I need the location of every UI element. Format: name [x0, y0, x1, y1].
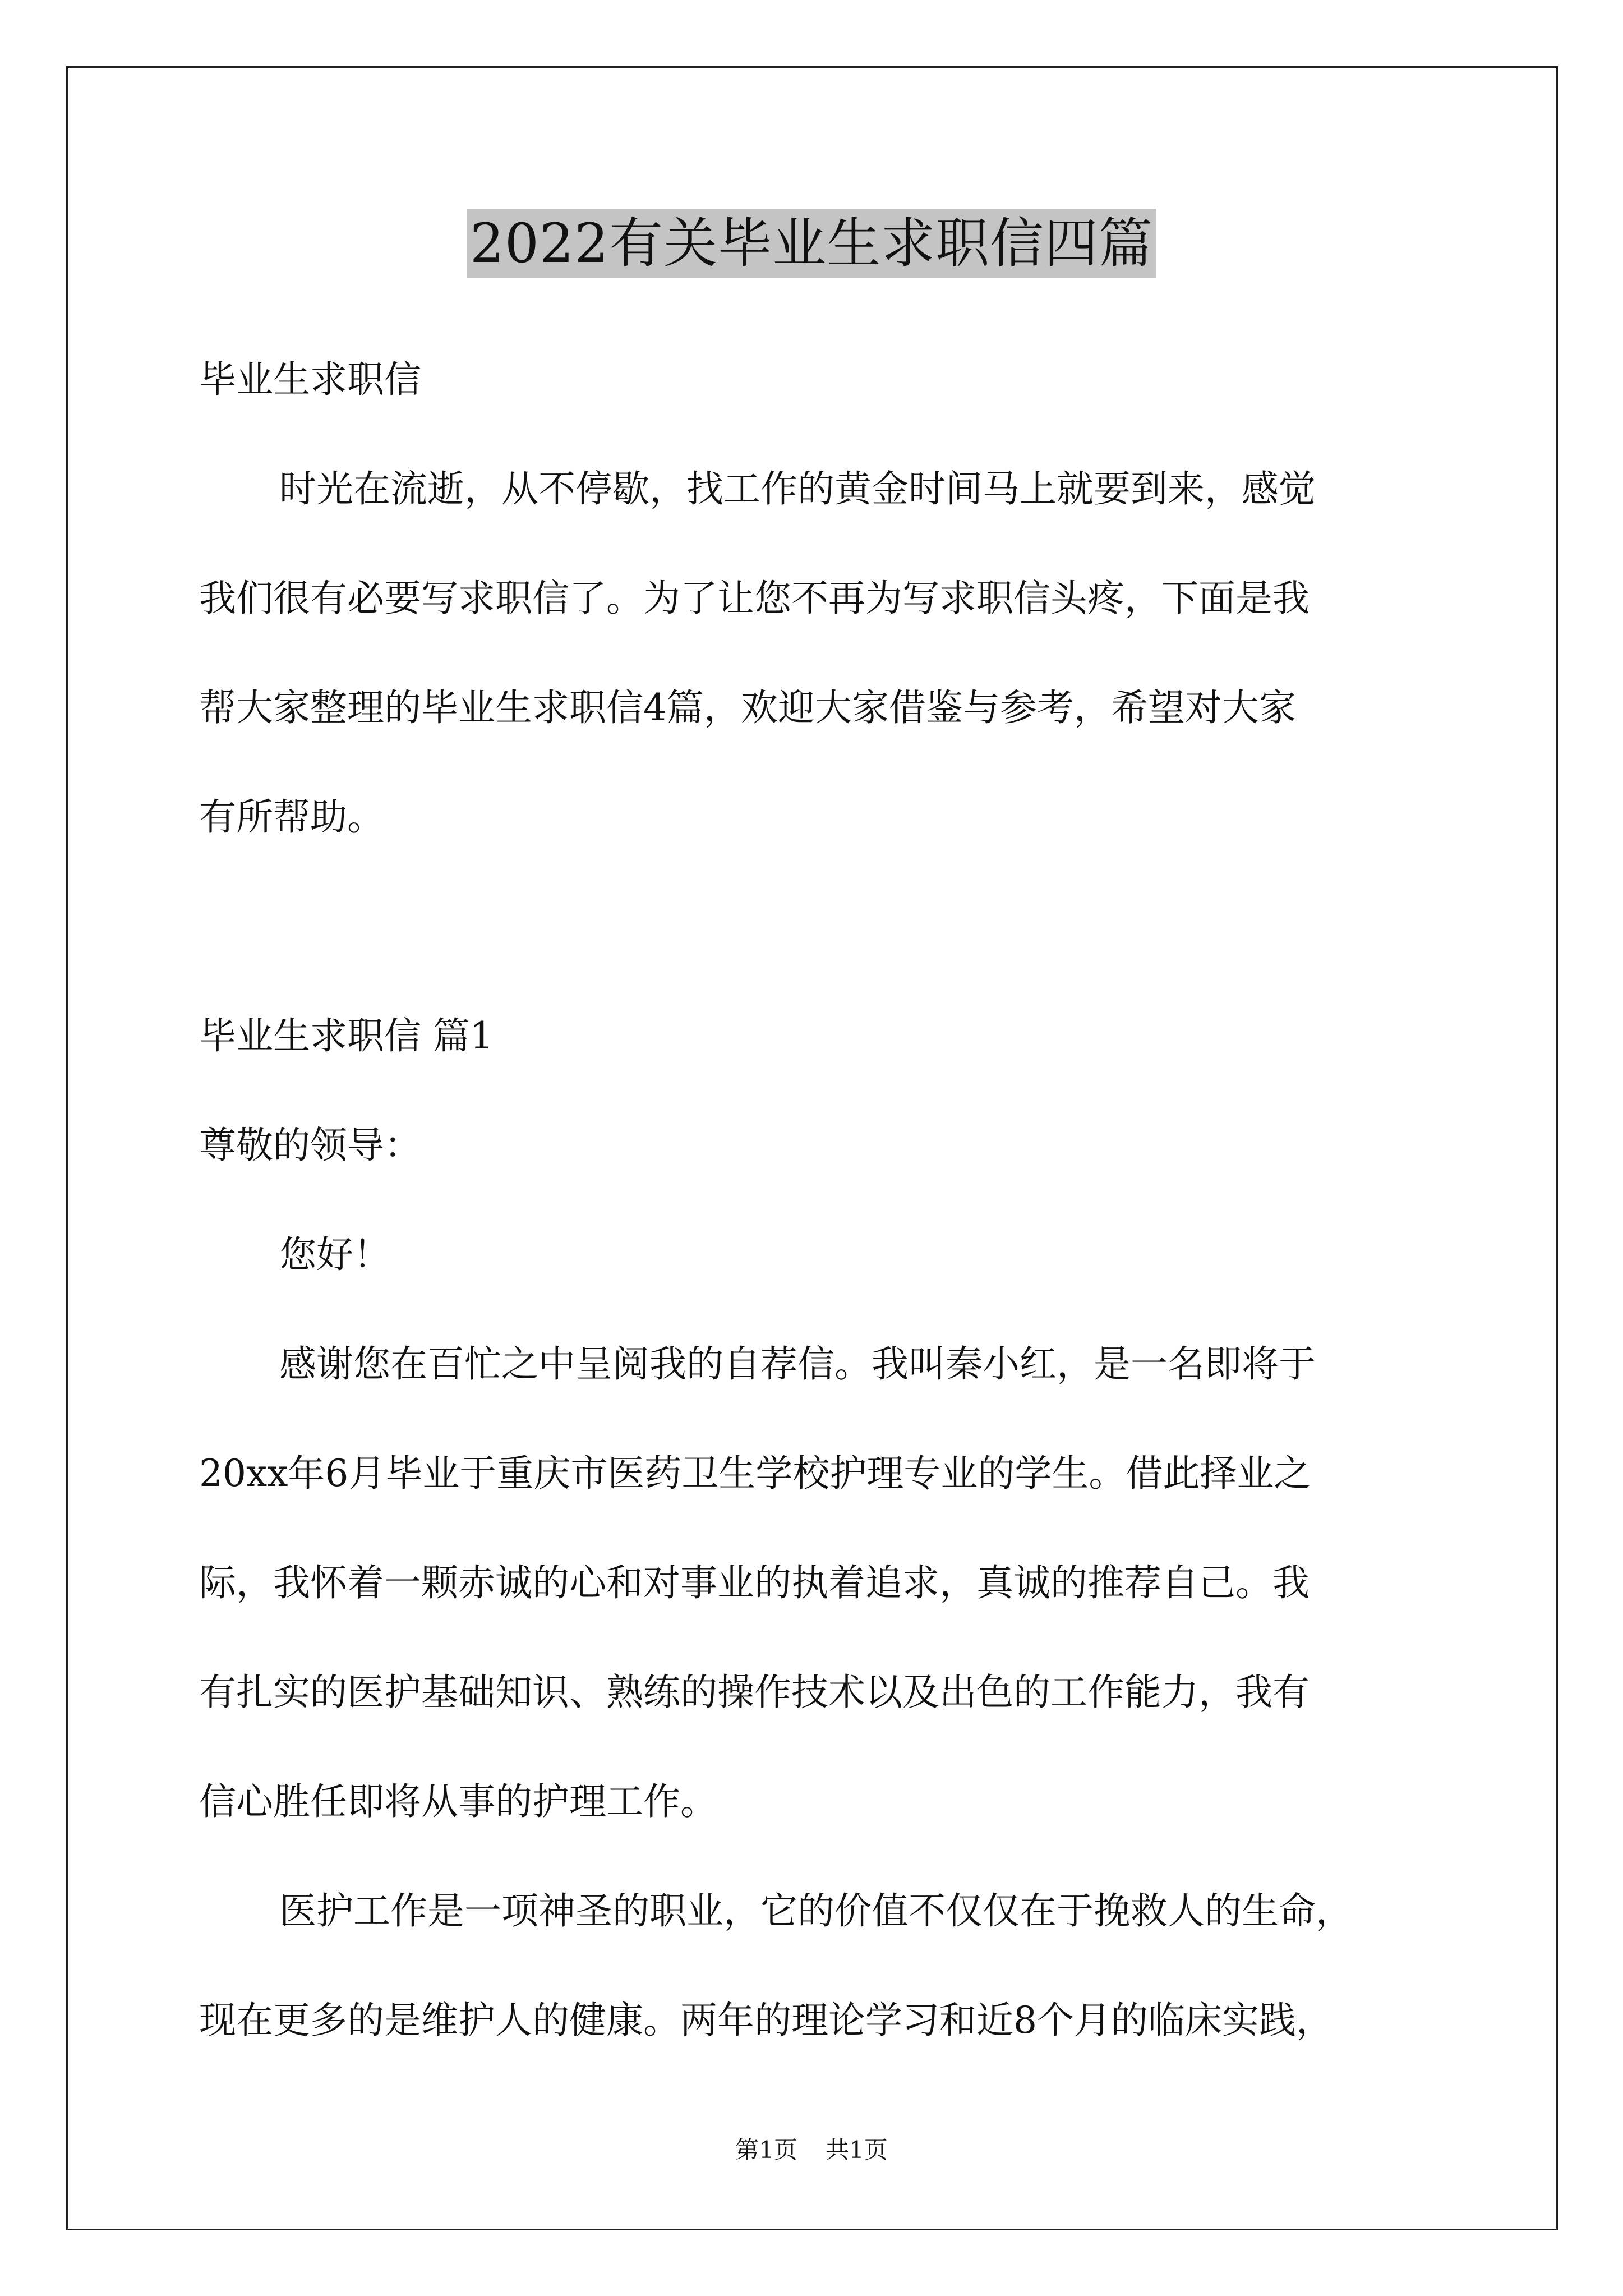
body-line: 20xx年6月毕业于重庆市医药卫生学校护理专业的学生。借此择业之 [199, 1452, 1311, 1495]
page-number: 第1页 [735, 2136, 797, 2164]
title-container [0, 209, 1623, 278]
body-line: 有所帮助。 [199, 795, 384, 839]
letter-heading: 毕业生求职信 篇1 [199, 1014, 494, 1057]
greeting: 您好！ [279, 1233, 390, 1276]
body-line: 时光在流逝，从不停歇，找工作的黄金时间马上就要到来，感觉 [279, 467, 1316, 510]
document-title: 2022有关毕业生求职信四篇 [467, 209, 1156, 278]
page-footer [0, 2136, 1623, 2164]
body-line: 信心胜任即将从事的护理工作。 [199, 1780, 717, 1823]
body-line: 现在更多的是维护人的健康。两年的理论学习和近8个月的临床实践， [199, 1999, 1333, 2042]
body-line: 有扎实的医护基础知识、熟练的操作技术以及出色的工作能力，我有 [199, 1671, 1310, 1714]
body-line: 际，我怀着一颗赤诚的心和对事业的执着追求，真诚的推荐自己。我 [199, 1561, 1310, 1604]
page-total: 共1页 [826, 2136, 888, 2164]
body-line: 医护工作是一项神圣的职业，它的价值不仅仅在于挽救人的生命， [279, 1889, 1353, 1932]
section-heading: 毕业生求职信 [199, 358, 421, 401]
body-line: 感谢您在百忙之中呈阅我的自荐信。我叫秦小红，是一名即将于 [279, 1342, 1316, 1386]
body-line: 帮大家整理的毕业生求职信4篇，欢迎大家借鉴与参考，希望对大家 [199, 686, 1296, 729]
salutation: 尊敬的领导： [199, 1124, 421, 1167]
body-line: 我们很有必要写求职信了。为了让您不再为写求职信头疼，下面是我 [199, 577, 1310, 620]
